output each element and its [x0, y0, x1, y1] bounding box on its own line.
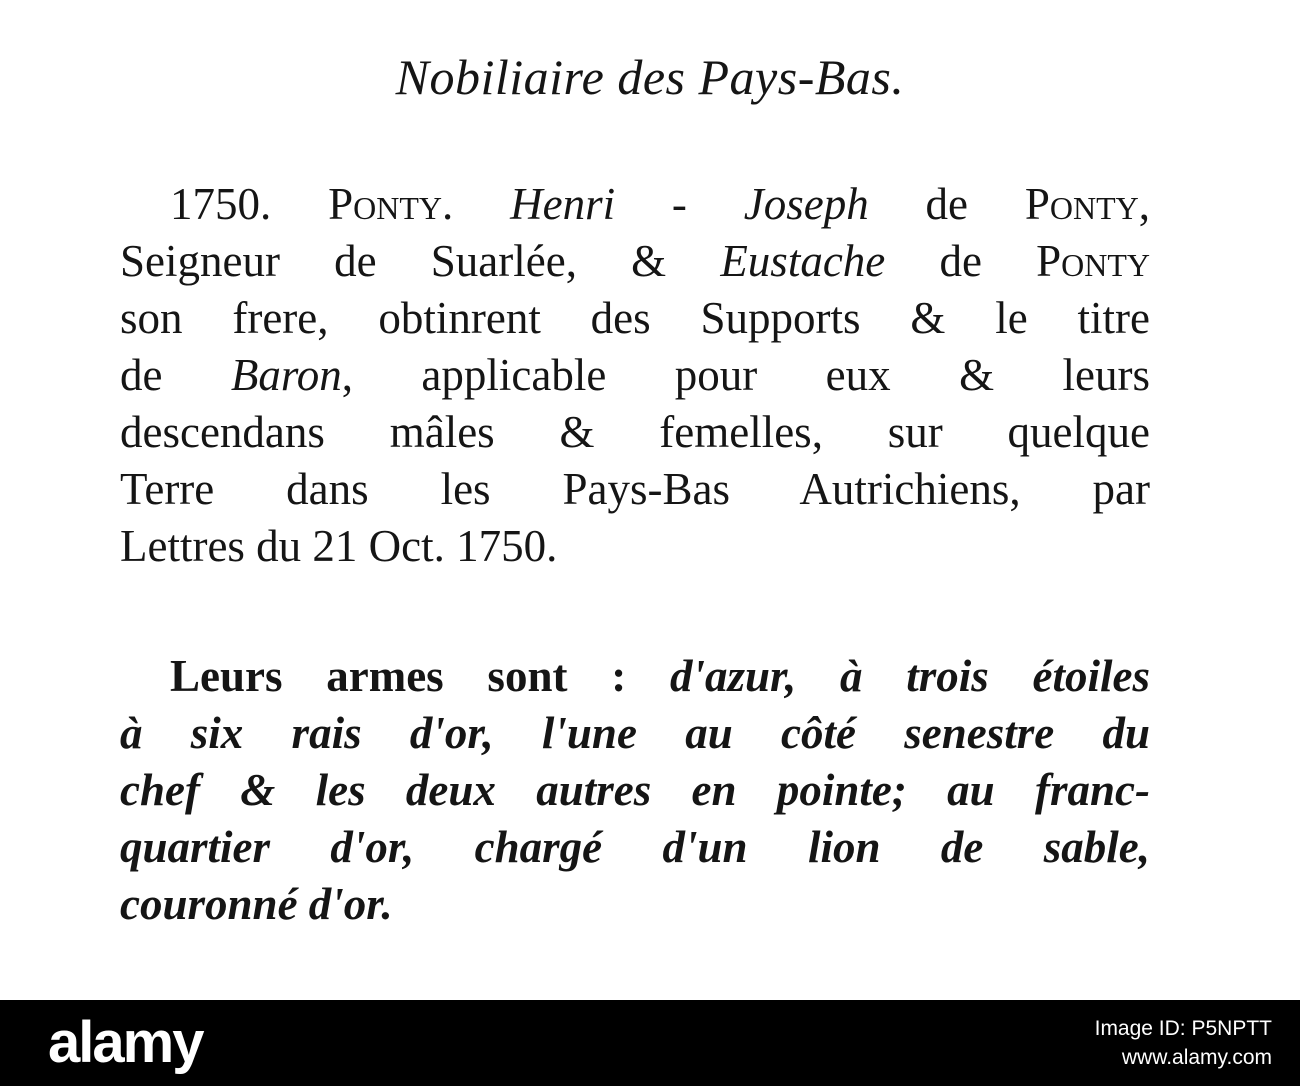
- alamy-logo: alamy: [48, 1010, 203, 1075]
- entry-text: Seigneur de Suarlée, &: [120, 236, 721, 286]
- arms-text: couronné d'or.: [120, 879, 393, 929]
- entry-line: [120, 518, 1150, 575]
- arms-line: [120, 819, 1150, 876]
- entry-text: Terre dans les Pays-Bas Autrichiens, par: [120, 464, 1150, 514]
- entry-paragraph: [120, 176, 1150, 575]
- entry-text: de: [868, 179, 1025, 229]
- entry-text: Ponty: [1024, 179, 1139, 229]
- image-id: Image ID: P5NPTT: [1094, 1017, 1272, 1040]
- arms-text: chef & les deux autres en pointe; au franc-: [120, 765, 1150, 815]
- entry-line: [120, 176, 1150, 233]
- entry-line: [120, 233, 1150, 290]
- arms-line: [120, 762, 1150, 819]
- entry-text: 1750.: [170, 179, 329, 229]
- entry-text: [453, 179, 510, 229]
- running-head: Nobiliaire des Pays-Bas.: [395, 49, 905, 105]
- arms-line: [120, 705, 1150, 762]
- entry-line: [120, 404, 1150, 461]
- arms-text: Leurs armes sont :: [170, 651, 670, 701]
- entry-text: Henri - Joseph: [510, 179, 869, 229]
- entry-text: Lettres du 21 Oct. 1750.: [120, 521, 558, 571]
- arms-text: à six rais d'or, l'une au côté senestre du: [120, 708, 1150, 758]
- entry-text: descendans mâles & femelles, sur quelque: [120, 407, 1150, 457]
- arms-text: d'azur, à trois étoiles: [669, 651, 1150, 701]
- stock-meta: [1095, 1014, 1272, 1072]
- entry-text: , applicable pour eux & leurs: [341, 350, 1150, 400]
- stock-watermark-bar: [0, 1000, 1300, 1086]
- entry-text: Ponty.: [328, 179, 454, 229]
- entry-text: Baron: [230, 350, 342, 400]
- arms-paragraph: [120, 648, 1150, 933]
- entry-line: [120, 290, 1150, 347]
- arms-text: quartier d'or, chargé d'un lion de sable,: [120, 822, 1150, 872]
- entry-text: Eustache: [720, 236, 886, 286]
- arms-line: [120, 648, 1150, 705]
- entry-text: son frere, obtinrent des Supports & le titre: [120, 293, 1150, 343]
- entry-text: ,: [1138, 179, 1151, 229]
- entry-text: Ponty: [1036, 236, 1150, 286]
- site-url: www.alamy.com: [1121, 1046, 1272, 1069]
- entry-line: [120, 347, 1150, 404]
- entry-text: de: [120, 350, 231, 400]
- arms-line: [120, 876, 1150, 933]
- entry-line: [120, 461, 1150, 518]
- entry-text: de: [885, 236, 1037, 286]
